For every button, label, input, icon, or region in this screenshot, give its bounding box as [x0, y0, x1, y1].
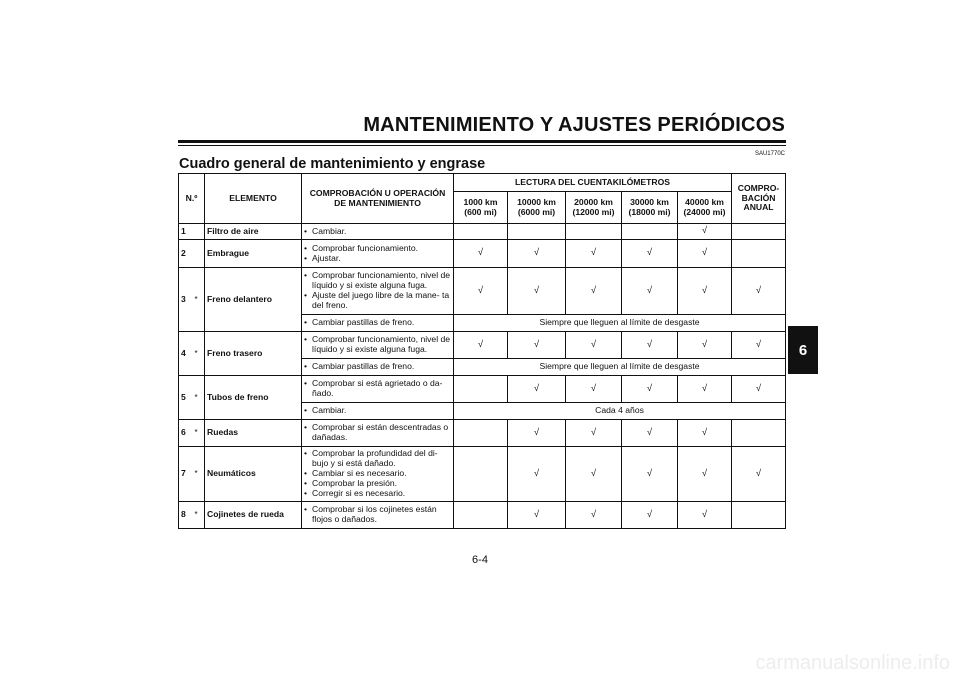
table-row: 7 * Neumáticos • Comprobar la profundidad del di- bujo y si está dañado. • Cambiar si es necesario. • Comprobar la presión. • Corregir si es necesario. √ √ √ √ √ [179, 447, 786, 502]
check-mark: √ [622, 240, 678, 268]
check-mark: √ [732, 447, 786, 502]
header-odometer: LECTURA DEL CUENTAKILÓMETROS [454, 174, 732, 192]
check-mark: √ [622, 447, 678, 502]
check-mark: √ [732, 332, 786, 359]
check-mark: √ [622, 332, 678, 359]
page-title: MANTENIMIENTO Y AJUSTES PERIÓDICOS [363, 114, 785, 136]
title-rule-thick [178, 140, 786, 143]
table-row: 6 * Ruedas • Comprobar si están descentradas o dañadas. √ √ √ √ [179, 420, 786, 447]
check-mark: √ [454, 332, 508, 359]
check-mark: √ [566, 332, 622, 359]
check-mark: √ [508, 240, 566, 268]
page-number: 6-4 [472, 554, 488, 566]
check-mark: √ [732, 376, 786, 403]
element-name: Filtro de aire [205, 224, 302, 240]
check-mark: √ [622, 502, 678, 529]
check-mark: √ [454, 268, 508, 315]
header-interval-1: 1000 km (600 mi) [454, 192, 508, 224]
table-row: • Cambiar. Cada 4 años [179, 403, 786, 420]
element-name: Freno delantero [205, 268, 302, 332]
check-mark: √ [622, 268, 678, 315]
check-mark: √ [678, 224, 732, 240]
header-check: COMPROBACIÓN U OPERACIÓN DE MANTENIMIENTO [302, 174, 454, 224]
check-mark: √ [508, 420, 566, 447]
check-mark: √ [622, 376, 678, 403]
element-name: Cojinetes de rueda [205, 502, 302, 529]
header-element: ELEMENTO [205, 174, 302, 224]
header-annual: COMPRO- BACIÓN ANUAL [732, 174, 786, 224]
check-mark: √ [566, 240, 622, 268]
table-row: 4 * Freno trasero • Comprobar funcionamiento, nivel de líquido y si existe alguna fuga. √ √ √ √ √ √ [179, 332, 786, 359]
table-row: • Cambiar pastillas de freno. Siempre que lleguen al límite de desgaste [179, 359, 786, 376]
header-interval-3: 20000 km (12000 mi) [566, 192, 622, 224]
check-mark: √ [622, 420, 678, 447]
check-mark: √ [566, 420, 622, 447]
interval-note: Cada 4 años [454, 403, 786, 420]
interval-note: Siempre que lleguen al límite de desgaste [454, 315, 786, 332]
check-mark: √ [678, 447, 732, 502]
table-row: 5 * Tubos de freno • Comprobar si está agrietado o da- ñado. √ √ √ √ √ [179, 376, 786, 403]
element-name: Ruedas [205, 420, 302, 447]
check-mark: √ [508, 502, 566, 529]
check-mark: √ [508, 447, 566, 502]
check-mark: √ [678, 420, 732, 447]
check-mark: √ [678, 332, 732, 359]
check-mark: √ [678, 376, 732, 403]
interval-note: Siempre que lleguen al límite de desgaste [454, 359, 786, 376]
check-mark: √ [566, 268, 622, 315]
element-name: Embrague [205, 240, 302, 268]
header-num: N.º [179, 174, 205, 224]
title-rule-thin [178, 145, 786, 146]
check-mark: √ [732, 268, 786, 315]
check-mark: √ [454, 240, 508, 268]
header-interval-4: 30000 km (18000 mi) [622, 192, 678, 224]
check-mark: √ [566, 376, 622, 403]
element-name: Freno trasero [205, 332, 302, 376]
check-mark: √ [566, 447, 622, 502]
check-mark: √ [678, 502, 732, 529]
check-mark: √ [678, 240, 732, 268]
check-mark: √ [566, 502, 622, 529]
check-mark: √ [508, 332, 566, 359]
table-row: 8 * Cojinetes de rueda • Comprobar si los cojinetes están flojos o dañados. √ √ √ √ [179, 502, 786, 529]
check-mark: √ [508, 268, 566, 315]
watermark: carmanualsonline.info [755, 652, 950, 674]
section-title: Cuadro general de mantenimiento y engrase [179, 156, 486, 172]
element-name: Tubos de freno [205, 376, 302, 420]
table-row: 1 Filtro de aire • Cambiar. √ [179, 224, 786, 240]
table-row: 2 Embrague • Comprobar funcionamiento. • Ajustar. √ √ √ √ √ [179, 240, 786, 268]
element-name: Neumáticos [205, 447, 302, 502]
header-interval-5: 40000 km (24000 mi) [678, 192, 732, 224]
chapter-tab: 6 [788, 326, 818, 374]
check-mark: √ [508, 376, 566, 403]
check-mark: √ [678, 268, 732, 315]
reference-code: SAU1770C [754, 151, 785, 157]
table-row: 3 * Freno delantero • Comprobar funcionamiento, nivel de líquido y si existe alguna fuga. • Ajuste del juego libre de la mane- ta del freno. √ √ √ √ √ √ [179, 268, 786, 315]
table-row: • Cambiar pastillas de freno. Siempre que lleguen al límite de desgaste [179, 315, 786, 332]
maintenance-table [178, 173, 786, 529]
header-interval-2: 10000 km (6000 mi) [508, 192, 566, 224]
